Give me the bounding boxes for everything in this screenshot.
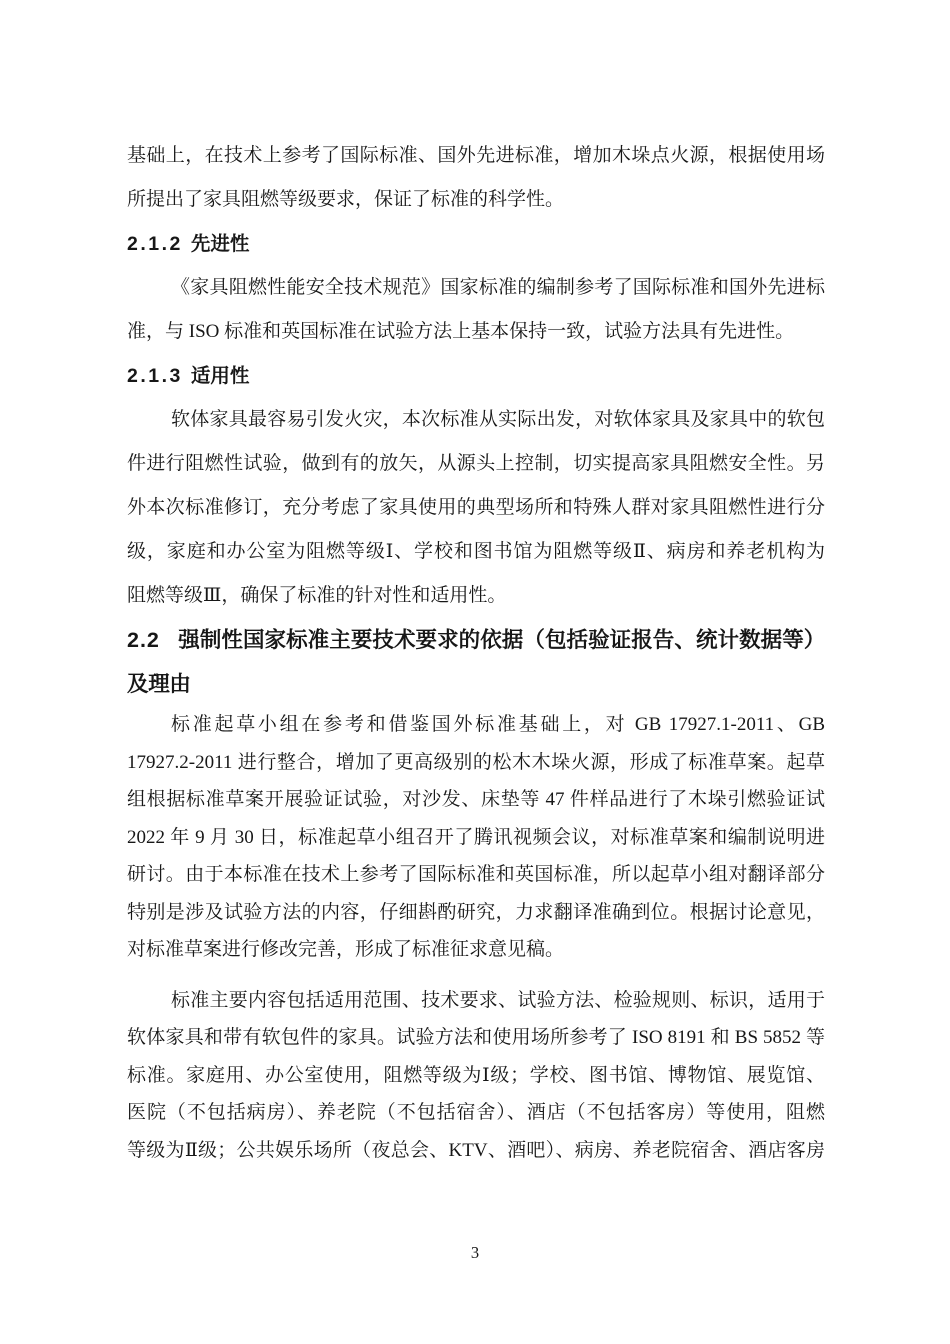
paragraph-line: 软体家具和带有软包件的家具。试验方法和使用场所参考了 ISO 8191 和 BS 5852 等 bbox=[127, 1027, 825, 1048]
document-body bbox=[127, 134, 825, 1169]
paragraph-line: 基础上，在技术上参考了国际标准、国外先进标准，增加木垛点火源，根据使用场 bbox=[127, 145, 825, 166]
paragraph-line: 外本次标准修订，充分考虑了家具使用的典型场所和特殊人群对家具阻燃性进行分 bbox=[127, 497, 825, 518]
section-heading bbox=[127, 222, 825, 266]
paragraph-line: 标准主要内容包括适用范围、技术要求、试验方法、检验规则、标识，适用于 bbox=[171, 989, 825, 1011]
heading-number: 2.2 bbox=[127, 628, 160, 652]
page-number: 3 bbox=[470, 1243, 480, 1262]
paragraph-line: 医院（不包括病房）、养老院（不包括宿舍）、酒店（不包括客房）等使用，阻燃 bbox=[127, 1102, 825, 1123]
section-heading-major bbox=[127, 618, 825, 706]
paragraph-line: 级，家庭和办公室为阻燃等级Ⅰ、学校和图书馆为阻燃等级Ⅱ、病房和养老机构为 bbox=[127, 541, 825, 562]
paragraph-line: 等级为Ⅱ级；公共娱乐场所（夜总会、KTV、酒吧）、病房、养老院宿舍、酒店客房 bbox=[127, 1139, 825, 1161]
paragraph bbox=[127, 706, 825, 969]
paragraph-line: 准，与 ISO 标准和英国标准在试验方法上基本保持一致，试验方法具有先进性。 bbox=[127, 321, 795, 342]
paragraph-line: 特别是涉及试验方法的内容，仔细斟酌研究，力求翻译准确到位。根据讨论意见， bbox=[127, 901, 825, 923]
heading-number: 2.1.2 bbox=[127, 233, 183, 255]
paragraph-line: 件进行阻燃性试验，做到有的放矢，从源头上控制，切实提高家具阻燃安全性。另 bbox=[127, 453, 825, 474]
paragraph-line: 软体家具最容易引发火灾，本次标准从实际出发，对软体家具及家具中的软包 bbox=[171, 409, 825, 430]
paragraph-line: 研讨。由于本标准在技术上参考了国际标准和英国标准，所以起草小组对翻译部分 bbox=[127, 864, 825, 885]
paragraph bbox=[127, 398, 825, 618]
section-heading-line bbox=[127, 222, 825, 266]
section-heading-line bbox=[127, 354, 825, 398]
heading-title: 先进性 bbox=[190, 233, 250, 255]
paragraph-line: 对标准草案进行修改完善，形成了标准征求意见稿。 bbox=[127, 939, 565, 960]
section-heading bbox=[127, 354, 825, 398]
heading-title: 适用性 bbox=[190, 365, 250, 387]
heading-title: 强制性国家标准主要技术要求的依据（包括验证报告、统计数据等） bbox=[177, 628, 825, 652]
section-heading-line bbox=[127, 618, 825, 662]
heading-title: 及理由 bbox=[127, 672, 191, 696]
paragraph-line: 阻燃等级Ⅲ，确保了标准的针对性和适用性。 bbox=[127, 585, 507, 606]
paragraph-line: 2022 年 9 月 30 日，标准起草小组召开了腾讯视频会议，对标准草案和编制说明进 bbox=[127, 826, 825, 848]
heading-number: 2.1.3 bbox=[127, 365, 183, 387]
paragraph-line: 标准起草小组在参考和借鉴国外标准基础上，对 GB 17927.1-2011、GB bbox=[171, 714, 825, 735]
paragraph-line: 所提出了家具阻燃等级要求，保证了标准的科学性。 bbox=[127, 189, 565, 210]
paragraph bbox=[127, 266, 825, 354]
paragraph-line: 《家具阻燃性能安全技术规范》国家标准的编制参考了国际标准和国外先进标 bbox=[171, 277, 825, 298]
paragraph bbox=[127, 134, 825, 222]
paragraph bbox=[127, 982, 825, 1170]
paragraph-line: 17927.2-2011 进行整合，增加了更高级别的松木木垛火源，形成了标准草案。起草 bbox=[127, 751, 825, 773]
paragraph-line: 组根据标准草案开展验证试验，对沙发、床垫等 47 件样品进行了木垛引燃验证试 bbox=[127, 789, 825, 810]
paragraph-line: 标准。家庭用、办公室使用，阻燃等级为Ⅰ级；学校、图书馆、博物馆、展览馆、 bbox=[127, 1064, 825, 1086]
